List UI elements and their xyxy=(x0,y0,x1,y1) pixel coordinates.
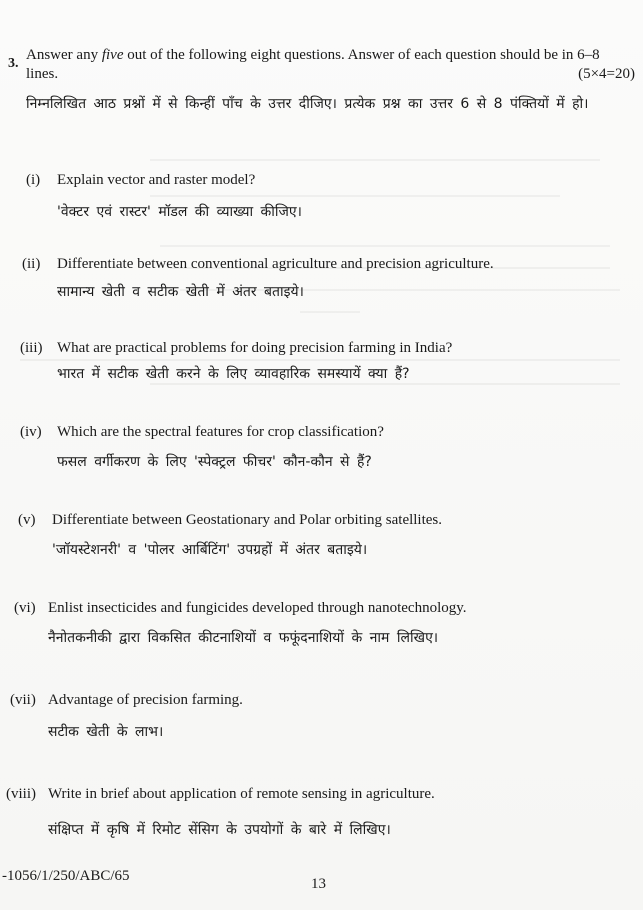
sub-question-hindi: सामान्य खेती व सटीक खेती में अंतर बताइये। xyxy=(57,284,304,300)
sub-question-hindi: 'जॉयस्टेशनरी' व 'पोलर आर्बिटिंग' उपग्रहों में अंतर बताइये। xyxy=(52,542,368,558)
instruction-emphasis: five xyxy=(101,47,124,63)
sub-question-numeral: (i) xyxy=(26,172,41,188)
sub-question-hindi: संक्षिप्त में कृषि में रिमोट सेंसिग के उपयोगों के बारे में लिखिए। xyxy=(48,822,391,838)
sub-question-hindi: भारत में सटीक खेती करने के लिए व्यावहारिक समस्यायें क्या हैं? xyxy=(57,366,410,382)
sub-question-english: Write in brief about application of remote sensing in agriculture. xyxy=(48,786,435,802)
instruction-pre: Answer any xyxy=(26,47,102,63)
sub-question-english: Which are the spectral features for crop classification? xyxy=(57,424,384,440)
sub-question-numeral: (iii) xyxy=(20,340,43,356)
sub-question-numeral: (vii) xyxy=(10,692,36,708)
sub-question-hindi: फसल वर्गीकरण के लिए 'स्पेक्ट्रल फीचर' कौन-कौन से हैं? xyxy=(57,454,372,470)
sub-question-english: Advantage of precision farming. xyxy=(48,692,243,708)
marks-allotment: (5×4=20) xyxy=(578,66,635,82)
instruction-english xyxy=(26,46,606,84)
question-number: 3. xyxy=(8,56,19,71)
sub-question-english: Differentiate between Geostationary and Polar orbiting satellites. xyxy=(52,512,443,528)
sub-question-english: Differentiate between conventional agriculture and precision agriculture. xyxy=(57,256,494,272)
sub-question-english: Enlist insecticides and fungicides developed through nanotechnology. xyxy=(48,600,467,616)
sub-question-english: What are practical problems for doing precision farming in India? xyxy=(57,340,453,356)
sub-question-hindi: सटीक खेती के लाभ। xyxy=(48,724,164,740)
page-number: 13 xyxy=(311,876,326,892)
sub-question-numeral: (ii) xyxy=(22,256,41,272)
sub-question-numeral: (vi) xyxy=(14,600,36,616)
sub-question-english: Explain vector and raster model? xyxy=(57,172,256,188)
paper-code: -1056/1/250/ABC/65 xyxy=(2,868,130,884)
sub-question-hindi: 'वेक्टर एवं रास्टर' मॉडल की व्याख्या कीजिए। xyxy=(57,204,302,220)
instruction-hindi: निम्नलिखित आठ प्रश्नों में से किन्हीं पाँच के उत्तर दीजिए। प्रत्येक प्रश्न का उत्तर 6 से 8 पंक्तियों में हो। xyxy=(26,96,589,112)
sub-question-numeral: (viii) xyxy=(6,786,36,802)
sub-question-numeral: (iv) xyxy=(20,424,42,440)
sub-question-numeral: (v) xyxy=(18,512,36,528)
sub-question-hindi: नैनोतकनीकी द्वारा विकसित कीटनाशियों व फफूंदनाशियों के नाम लिखिए। xyxy=(48,630,439,646)
instruction-post: out of the following eight questions. Answer of each question should be in 6–8 lines. xyxy=(26,47,600,82)
